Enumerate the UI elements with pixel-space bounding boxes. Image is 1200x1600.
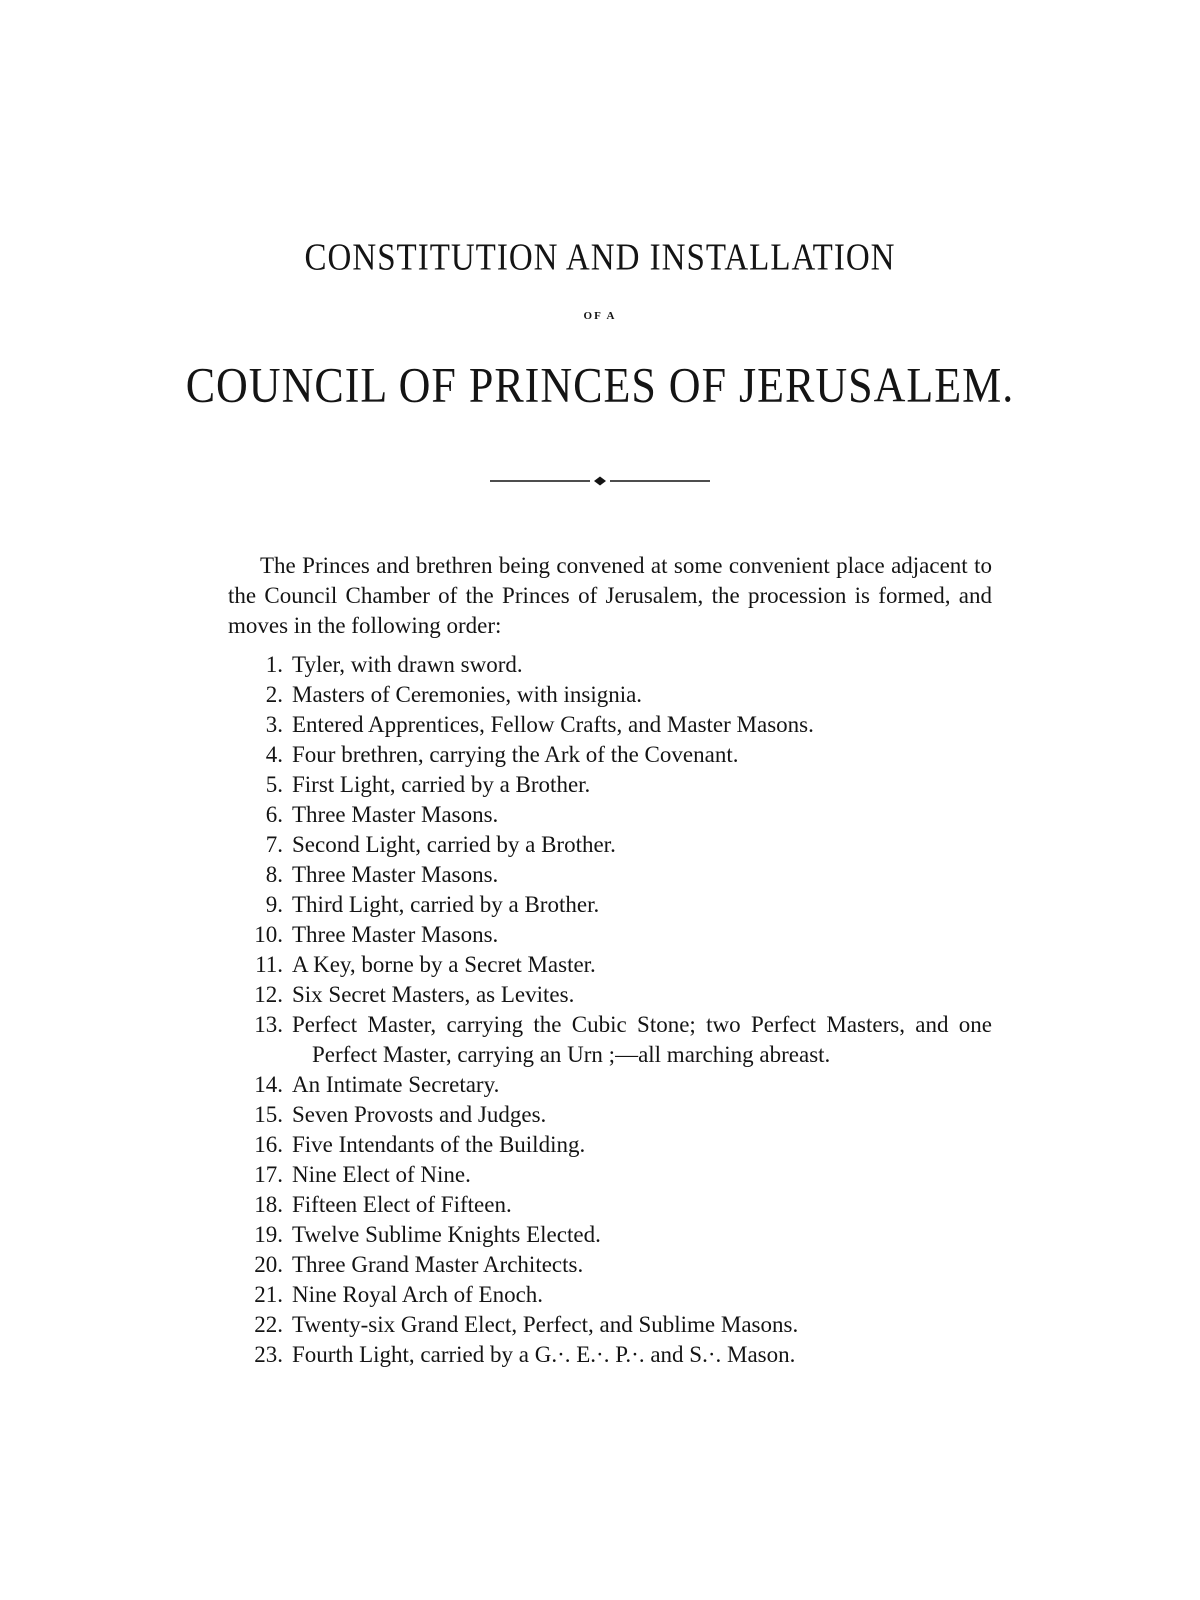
- list-item-number: 9.: [265, 892, 283, 917]
- list-item-number: 13.: [254, 1012, 283, 1037]
- list-item-text: Third Light, carried by a Brother.: [292, 892, 600, 917]
- list-item-number: 23.: [254, 1342, 283, 1367]
- list-item-number: 2.: [265, 682, 283, 707]
- list-item: [228, 770, 992, 800]
- list-item: [228, 1010, 992, 1070]
- list-item-text: Six Secret Masters, as Levites.: [292, 982, 575, 1007]
- list-item: [228, 680, 992, 710]
- list-item-text: Fourth Light, carried by a G.·. E.·. P.·. and S.·. Mason.: [292, 1342, 796, 1367]
- list-item-number: 10.: [254, 922, 283, 947]
- list-item: [228, 950, 992, 980]
- list-item-text: Nine Royal Arch of Enoch.: [292, 1282, 544, 1307]
- list-item-number: 6.: [265, 802, 283, 827]
- list-item: [228, 1280, 992, 1310]
- list-item: [228, 1100, 992, 1130]
- list-item: [228, 830, 992, 860]
- list-item: [228, 1250, 992, 1280]
- list-item: [228, 1340, 992, 1370]
- list-item-text: Nine Elect of Nine.: [292, 1162, 471, 1187]
- list-item-number: 21.: [254, 1282, 283, 1307]
- title-connector: OF A: [583, 310, 617, 322]
- list-item: [228, 1190, 992, 1220]
- list-item: [228, 860, 992, 890]
- list-item: [228, 920, 992, 950]
- list-item-text: An Intimate Secretary.: [292, 1072, 500, 1097]
- intro-paragraph: The Princes and brethren being convened at some convenient place adjacent to the Council Chamber of the Princes of Jerusalem, the procession is formed, and moves in the following order:: [228, 553, 992, 638]
- page-subtitle: COUNCIL OF PRINCES OF JERUSALEM.: [185, 358, 1015, 413]
- list-item-text: Three Master Masons.: [292, 922, 499, 947]
- list-item-text: Masters of Ceremonies, with insignia.: [292, 682, 643, 707]
- list-item-text: Five Intendants of the Building.: [292, 1132, 586, 1157]
- page-title: CONSTITUTION AND INSTALLATION: [304, 237, 896, 279]
- list-item-number: 11.: [255, 952, 283, 977]
- list-item-number: 17.: [254, 1162, 283, 1187]
- divider-ornament: [490, 476, 710, 486]
- list-item: [228, 1130, 992, 1160]
- procession-list: [228, 650, 992, 1370]
- list-item-number: 16.: [254, 1132, 283, 1157]
- list-item-number: 8.: [265, 862, 283, 887]
- list-item: [228, 710, 992, 740]
- list-item-text: Four brethren, carrying the Ark of the Covenant.: [292, 742, 739, 767]
- list-item-text: Three Master Masons.: [292, 802, 499, 827]
- list-item-number: 15.: [254, 1102, 283, 1127]
- list-item-text: Perfect Master, carrying the Cubic Stone; two Perfect Masters, and one Perfect Master, carrying an Urn ;—all marching abreast.: [292, 1012, 992, 1067]
- list-item-text: A Key, borne by a Secret Master.: [292, 952, 596, 977]
- list-item: [228, 1220, 992, 1250]
- list-item-text: Entered Apprentices, Fellow Crafts, and Master Masons.: [292, 712, 814, 737]
- list-item-number: 14.: [254, 1072, 283, 1097]
- list-item-number: 3.: [265, 712, 283, 737]
- list-item-text: Seven Provosts and Judges.: [292, 1102, 547, 1127]
- list-item-number: 22.: [254, 1312, 283, 1337]
- list-item-number: 19.: [254, 1222, 283, 1247]
- list-item: [228, 800, 992, 830]
- list-item-text: Fifteen Elect of Fifteen.: [292, 1192, 512, 1217]
- list-item: [228, 1070, 992, 1100]
- list-item-text: Twenty-six Grand Elect, Perfect, and Sublime Masons.: [292, 1312, 799, 1337]
- list-item: [228, 980, 992, 1010]
- list-item: [228, 1160, 992, 1190]
- list-item-text: Tyler, with drawn sword.: [292, 652, 523, 677]
- list-item-text: Three Grand Master Architects.: [292, 1252, 584, 1277]
- list-item-number: 18.: [254, 1192, 283, 1217]
- list-item-text: First Light, carried by a Brother.: [292, 772, 591, 797]
- list-item-number: 7.: [265, 832, 283, 857]
- list-item-text: Second Light, carried by a Brother.: [292, 832, 616, 857]
- list-item-number: 4.: [265, 742, 283, 767]
- list-item: [228, 1310, 992, 1340]
- list-item-number: 20.: [254, 1252, 283, 1277]
- list-item-text: Three Master Masons.: [292, 862, 499, 887]
- list-item: [228, 740, 992, 770]
- list-item: [228, 890, 992, 920]
- list-item-text: Twelve Sublime Knights Elected.: [292, 1222, 601, 1247]
- list-item-number: 5.: [265, 772, 283, 797]
- list-item-number: 12.: [254, 982, 283, 1007]
- list-item-number: 1.: [265, 652, 283, 677]
- list-item: [228, 650, 992, 680]
